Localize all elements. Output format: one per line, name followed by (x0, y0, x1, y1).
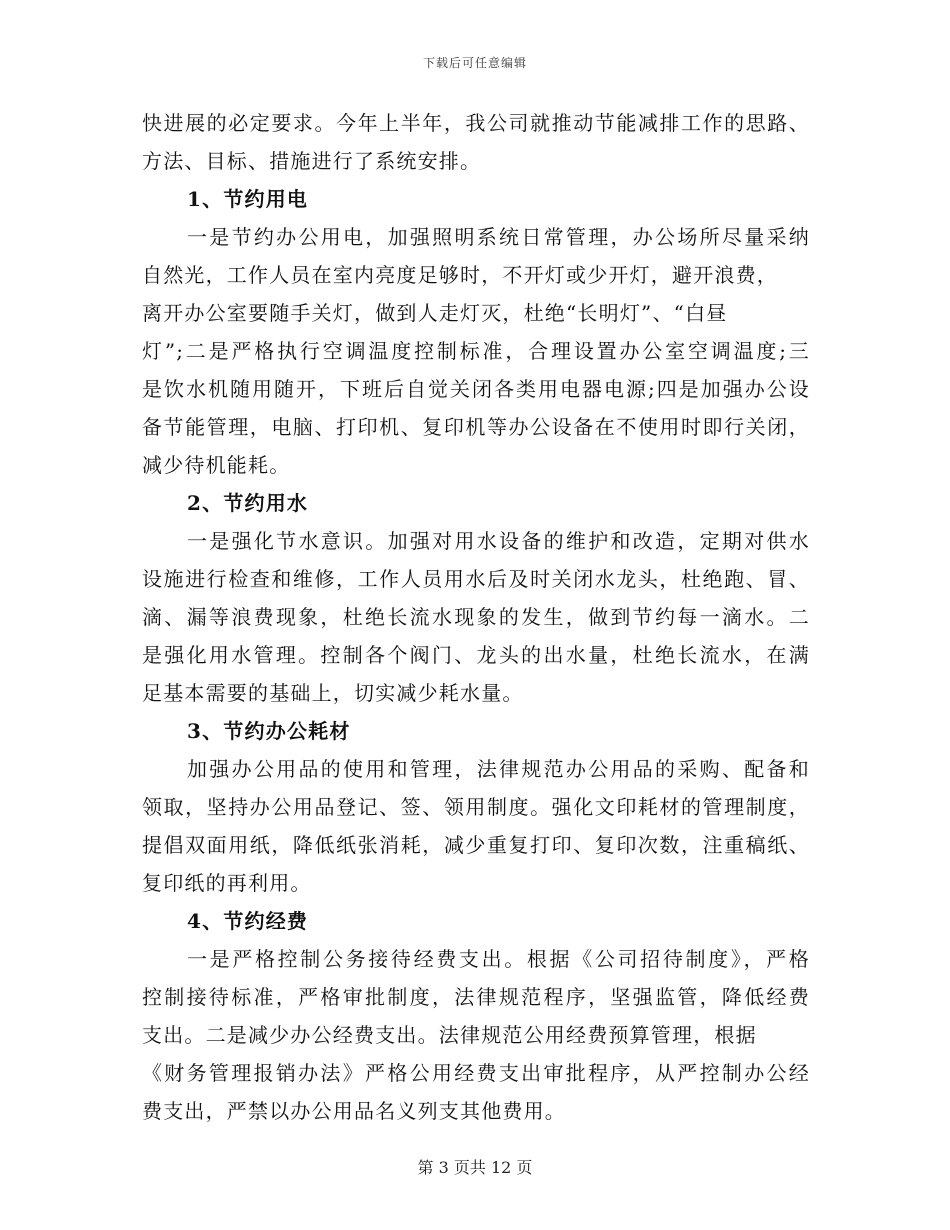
body-line: 提倡双面用纸，降低纸张消耗，减少重复打印、复印次数，注重稿纸、 (142, 833, 810, 857)
body-line: 设施进行检查和维修，工作人员用水后及时关闭水龙头，杜绝跑、冒、 (142, 567, 810, 591)
body-line: 灯”;二是严格执行空调温度控制标准，合理设置办公室空调温度;三 (142, 339, 810, 363)
body-line: 一是节约办公用电，加强照明系统日常管理，办公场所尽量采纳 (187, 225, 810, 249)
body-line: 是强化用水管理。控制各个阀门、龙头的出水量，杜绝长流水，在满 (142, 643, 810, 667)
body-line: 是饮水机随用随开，下班后自觉关闭各类用电器电源;四是加强办公设 (142, 377, 810, 401)
body-line: 复印纸的再利用。 (142, 871, 312, 895)
body-line: 加强办公用品的使用和管理，法律规范办公用品的采购、配备和 (187, 757, 810, 781)
body-line: 支出。二是减少办公经费支出。法律规范公用经费预算管理，根据 (142, 1023, 757, 1047)
section-heading: 3、节约办公耗材 (187, 719, 351, 743)
section-heading: 4、节约经费 (187, 909, 309, 933)
body-line: 自然光，工作人员在室内亮度足够时，不开灯或少开灯，避开浪费， (142, 263, 778, 287)
body-line: 《财务管理报销办法》严格公用经费支出审批程序，从严控制办公经 (142, 1061, 810, 1085)
section-heading: 2、节约用水 (187, 491, 309, 515)
page-header: 下载后可任意编辑 (422, 56, 527, 70)
body-line: 方法、目标、措施进行了系统安排。 (142, 149, 482, 173)
document-body (142, 104, 810, 1130)
body-line: 一是严格控制公务接待经费支出。根据《公司招待制度》，严格 (187, 947, 810, 971)
body-line: 减少待机能耗。 (142, 453, 291, 477)
body-line: 快进展的必定要求。今年上半年，我公司就推动节能减排工作的思路、 (142, 111, 810, 135)
body-line: 费支出，严禁以办公用品名义列支其他费用。 (142, 1099, 566, 1123)
section-heading: 1、节约用电 (187, 187, 309, 211)
body-line: 一是强化节水意识。加强对用水设备的维护和改造，定期对供水 (187, 529, 810, 553)
body-line: 领取，坚持办公用品登记、签、领用制度。强化文印耗材的管理制度， (142, 795, 810, 819)
page-number: 第 3 页共 12 页 (417, 1158, 533, 1177)
body-line: 备节能管理，电脑、打印机、复印机等办公设备在不使用时即行关闭， (142, 415, 810, 439)
body-line: 离开办公室要随手关灯，做到人走灯灭，杜绝“长明灯”、“白昼 (142, 301, 728, 325)
body-line: 滴、漏等浪费现象，杜绝长流水现象的发生，做到节约每一滴水。二 (142, 605, 810, 629)
body-line: 足基本需要的基础上，切实减少耗水量。 (142, 681, 524, 705)
body-line: 控制接待标准，严格审批制度，法律规范程序，坚强监管，降低经费 (142, 985, 810, 1009)
